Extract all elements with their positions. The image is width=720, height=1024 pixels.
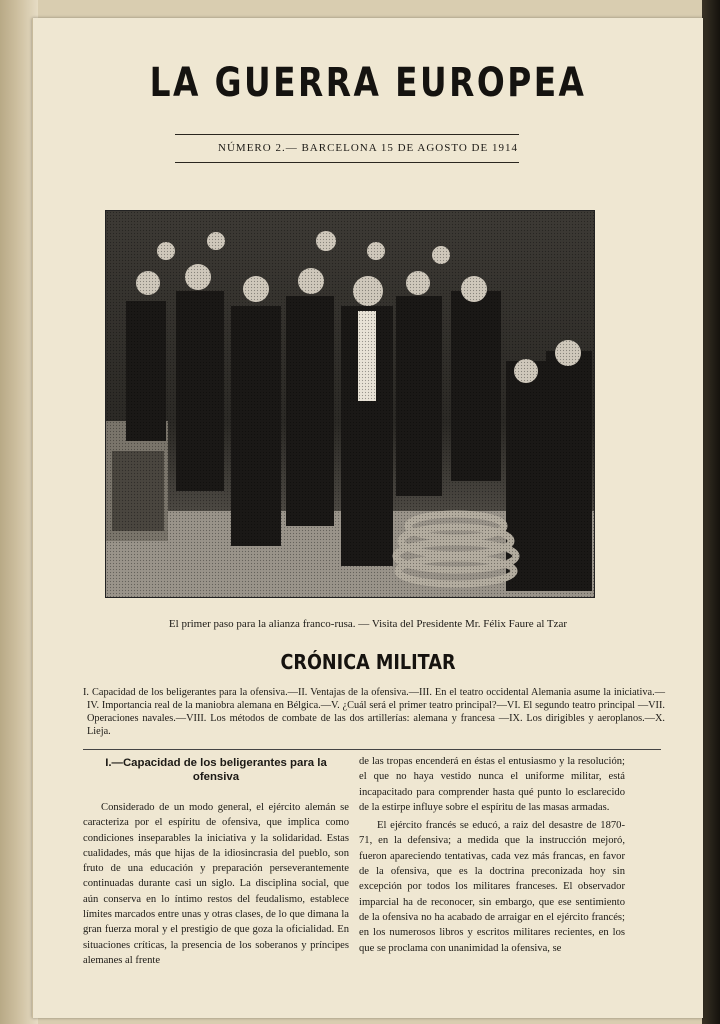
masthead-title: LA GUERRA EUROPEA [149, 60, 587, 106]
scan-background-edge [702, 0, 720, 1024]
summary-divider [83, 749, 661, 750]
section-title: CRÓNICA MILITAR [280, 650, 456, 674]
masthead-rule-top [175, 134, 519, 135]
masthead-rule-bottom [175, 162, 519, 163]
issue-line: NÚMERO 2.— BARCELONA 15 DE AGOSTO DE 1914 [218, 142, 518, 154]
paragraph: de las tropas encenderá en éstas el entusiasmo y la resolución; el que no haya vestido nunca el uniforme militar, está incapacitado para comprender hasta qué punto lo esclarecido de la estirpe influye sobre el espíritu de las masas armadas. [359, 756, 625, 813]
photo-caption: El primer paso para la alianza franco-rusa. — Visita del Presidente Mr. Félix Faure al Tzar [168, 618, 568, 630]
article-column-left [83, 756, 349, 971]
newspaper-page [32, 18, 703, 1018]
paragraph: Considerado de un modo general, el ejército alemán se caracteriza por el espíritu de ofensiva, que implica como condiciones inseparables la iniciativa y la solidaridad. Estas cualidades, más que hijas de la idiosincrasia del pueblo, son fruto de una educación y preparación perseverantemente continuadas durante casi un siglo. La disciplina social, que aún conserva en lo íntimo restos del feudalismo, establece límites marcados entre unas y otras clases, de lo que dimana la gran fuerza moral y el prestigio de que goza la oficialidad. En situaciones críticas, la presencia de los soberanos y príncipes alemanes al frente [83, 802, 349, 966]
article-column-right [359, 754, 625, 959]
paragraph: El ejército francés se educó, a raiz del desastre de 1870-71, en la defensiva; a medida que la instrucción mejoró, fueron apareciendo tentativas, cada vez más francas, en favor de la ofensiva, que es la doctrina preconizada hoy sin excepción por todos los militares franceses. El observador imparcial ha de reconocer, sin embargo, que ese sentimiento de la ofensiva no ha acabado de arraigar en el ejército francés; en los numerosos libros y escritos militares recientes, en los que se proclama con unanimidad la ofensiva, se [359, 820, 625, 954]
halftone-photograph [105, 210, 595, 598]
article-summary: I. Capacidad de los beligerantes para la ofensiva.—II. Ventajas de la ofensiva.—III. En el teatro occidental Alemania asume la iniciativa.—IV. Importancia real de la maniobra alemana en Bélgica.—V. ¿Cuál será el primer teatro principal?—VI. El segundo teatro principal —VII. Operaciones navales.—VIII. Los métodos de combate de las dos artillerías: alemana y francesa —IX. Los dirigibles y aeroplanos.—X. Lieja. [83, 687, 665, 737]
article-subheading: I.—Capacidad de los beligerantes para la ofensiva [105, 757, 327, 783]
